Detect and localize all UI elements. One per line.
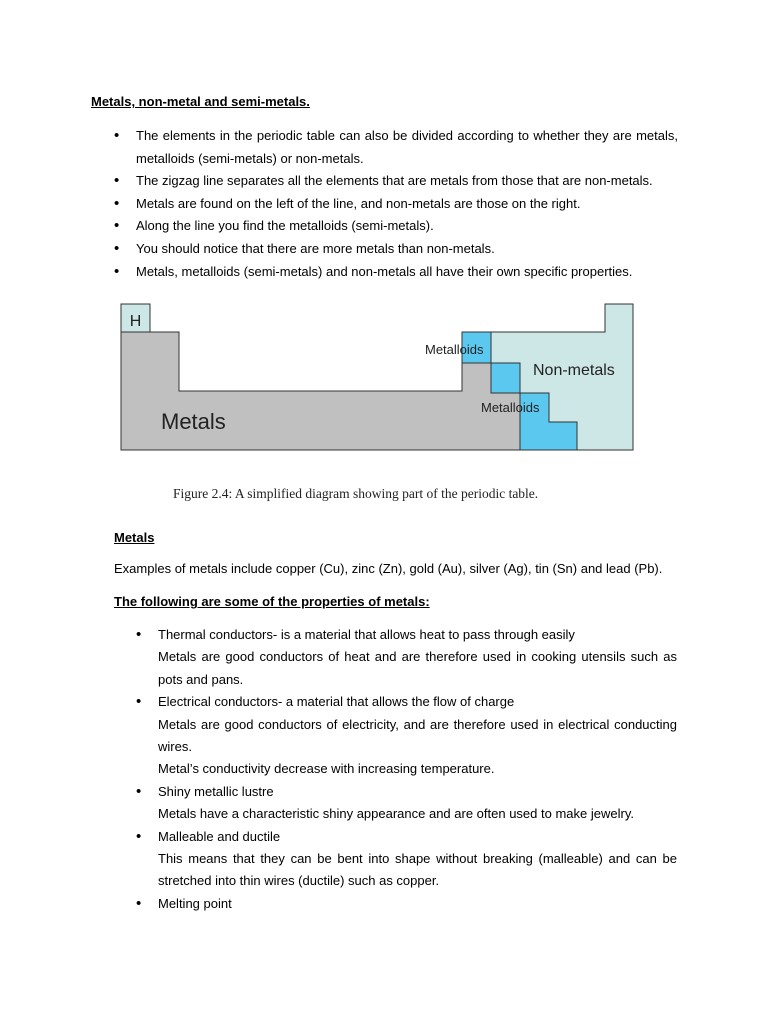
periodic-table-diagram	[115, 298, 645, 513]
list-item: • The zigzag line separates all the elements that are metals from those that are non-metals.	[114, 170, 678, 193]
property-description: This means that they can be bent into shape without breaking (malleable) and can be stretched into thin wires (ductile) such as copper.	[158, 851, 677, 889]
list-item	[136, 624, 677, 691]
page-title: Metals, non-metal and semi-metals.	[91, 94, 310, 109]
property-description: Metals have a characteristic shiny appearance and are often used to make jewelry.	[158, 806, 634, 822]
metalloids-top-label: Metalloids	[425, 342, 484, 357]
nonmetals-label: Non-metals	[533, 362, 615, 379]
property-title: • Electrical conductors- a material that allows the flow of charge	[158, 694, 515, 710]
metals-examples: Examples of metals include copper (Cu), zinc (Zn), gold (Au), silver (Ag), tin (Sn) and lead (Pb).	[114, 561, 663, 576]
list-item	[136, 826, 677, 893]
list-item	[136, 781, 677, 826]
property-description: Metal’s conductivity decrease with increasing temperature.	[158, 761, 495, 777]
properties-heading: The following are some of the properties of metals:	[114, 594, 430, 609]
metals-heading: Metals	[114, 530, 155, 545]
property-description: Metals are good conductors of electricity, and are therefore used in electrical conducting wires.	[158, 716, 677, 755]
property-title: • Melting point	[158, 895, 232, 911]
list-item	[136, 691, 677, 781]
list-item	[136, 893, 677, 915]
intro-bullet-list	[114, 125, 678, 283]
property-title: • Malleable and ductile	[158, 828, 281, 844]
metals-label: Metals	[161, 409, 226, 434]
properties-list	[136, 624, 677, 915]
list-item: • Along the line you find the metalloids (semi-metals).	[114, 215, 678, 238]
figure-caption: Figure 2.4: A simplified diagram showing part of the periodic table.	[173, 486, 539, 501]
property-title: • Thermal conductors- is a material that allows heat to pass through easily	[158, 627, 575, 642]
list-item: • Metals, metalloids (semi-metals) and non-metals all have their own specific properties.	[114, 261, 678, 284]
metalloids-bottom-label: Metalloids	[481, 400, 540, 415]
list-item: • The elements in the periodic table can also be divided according to whether they are metals, metalloids (semi-metals) or non-metals.	[114, 125, 678, 170]
h-label: H	[129, 313, 142, 330]
list-item: • Metals are found on the left of the line, and non-metals are those on the right.	[114, 193, 678, 216]
list-item: • You should notice that there are more metals than non-metals.	[114, 238, 678, 261]
property-title: • Shiny metallic lustre	[158, 783, 274, 799]
property-description: Metals are good conductors of heat and are therefore used in cooking utensils such as pots and pans.	[158, 649, 677, 687]
